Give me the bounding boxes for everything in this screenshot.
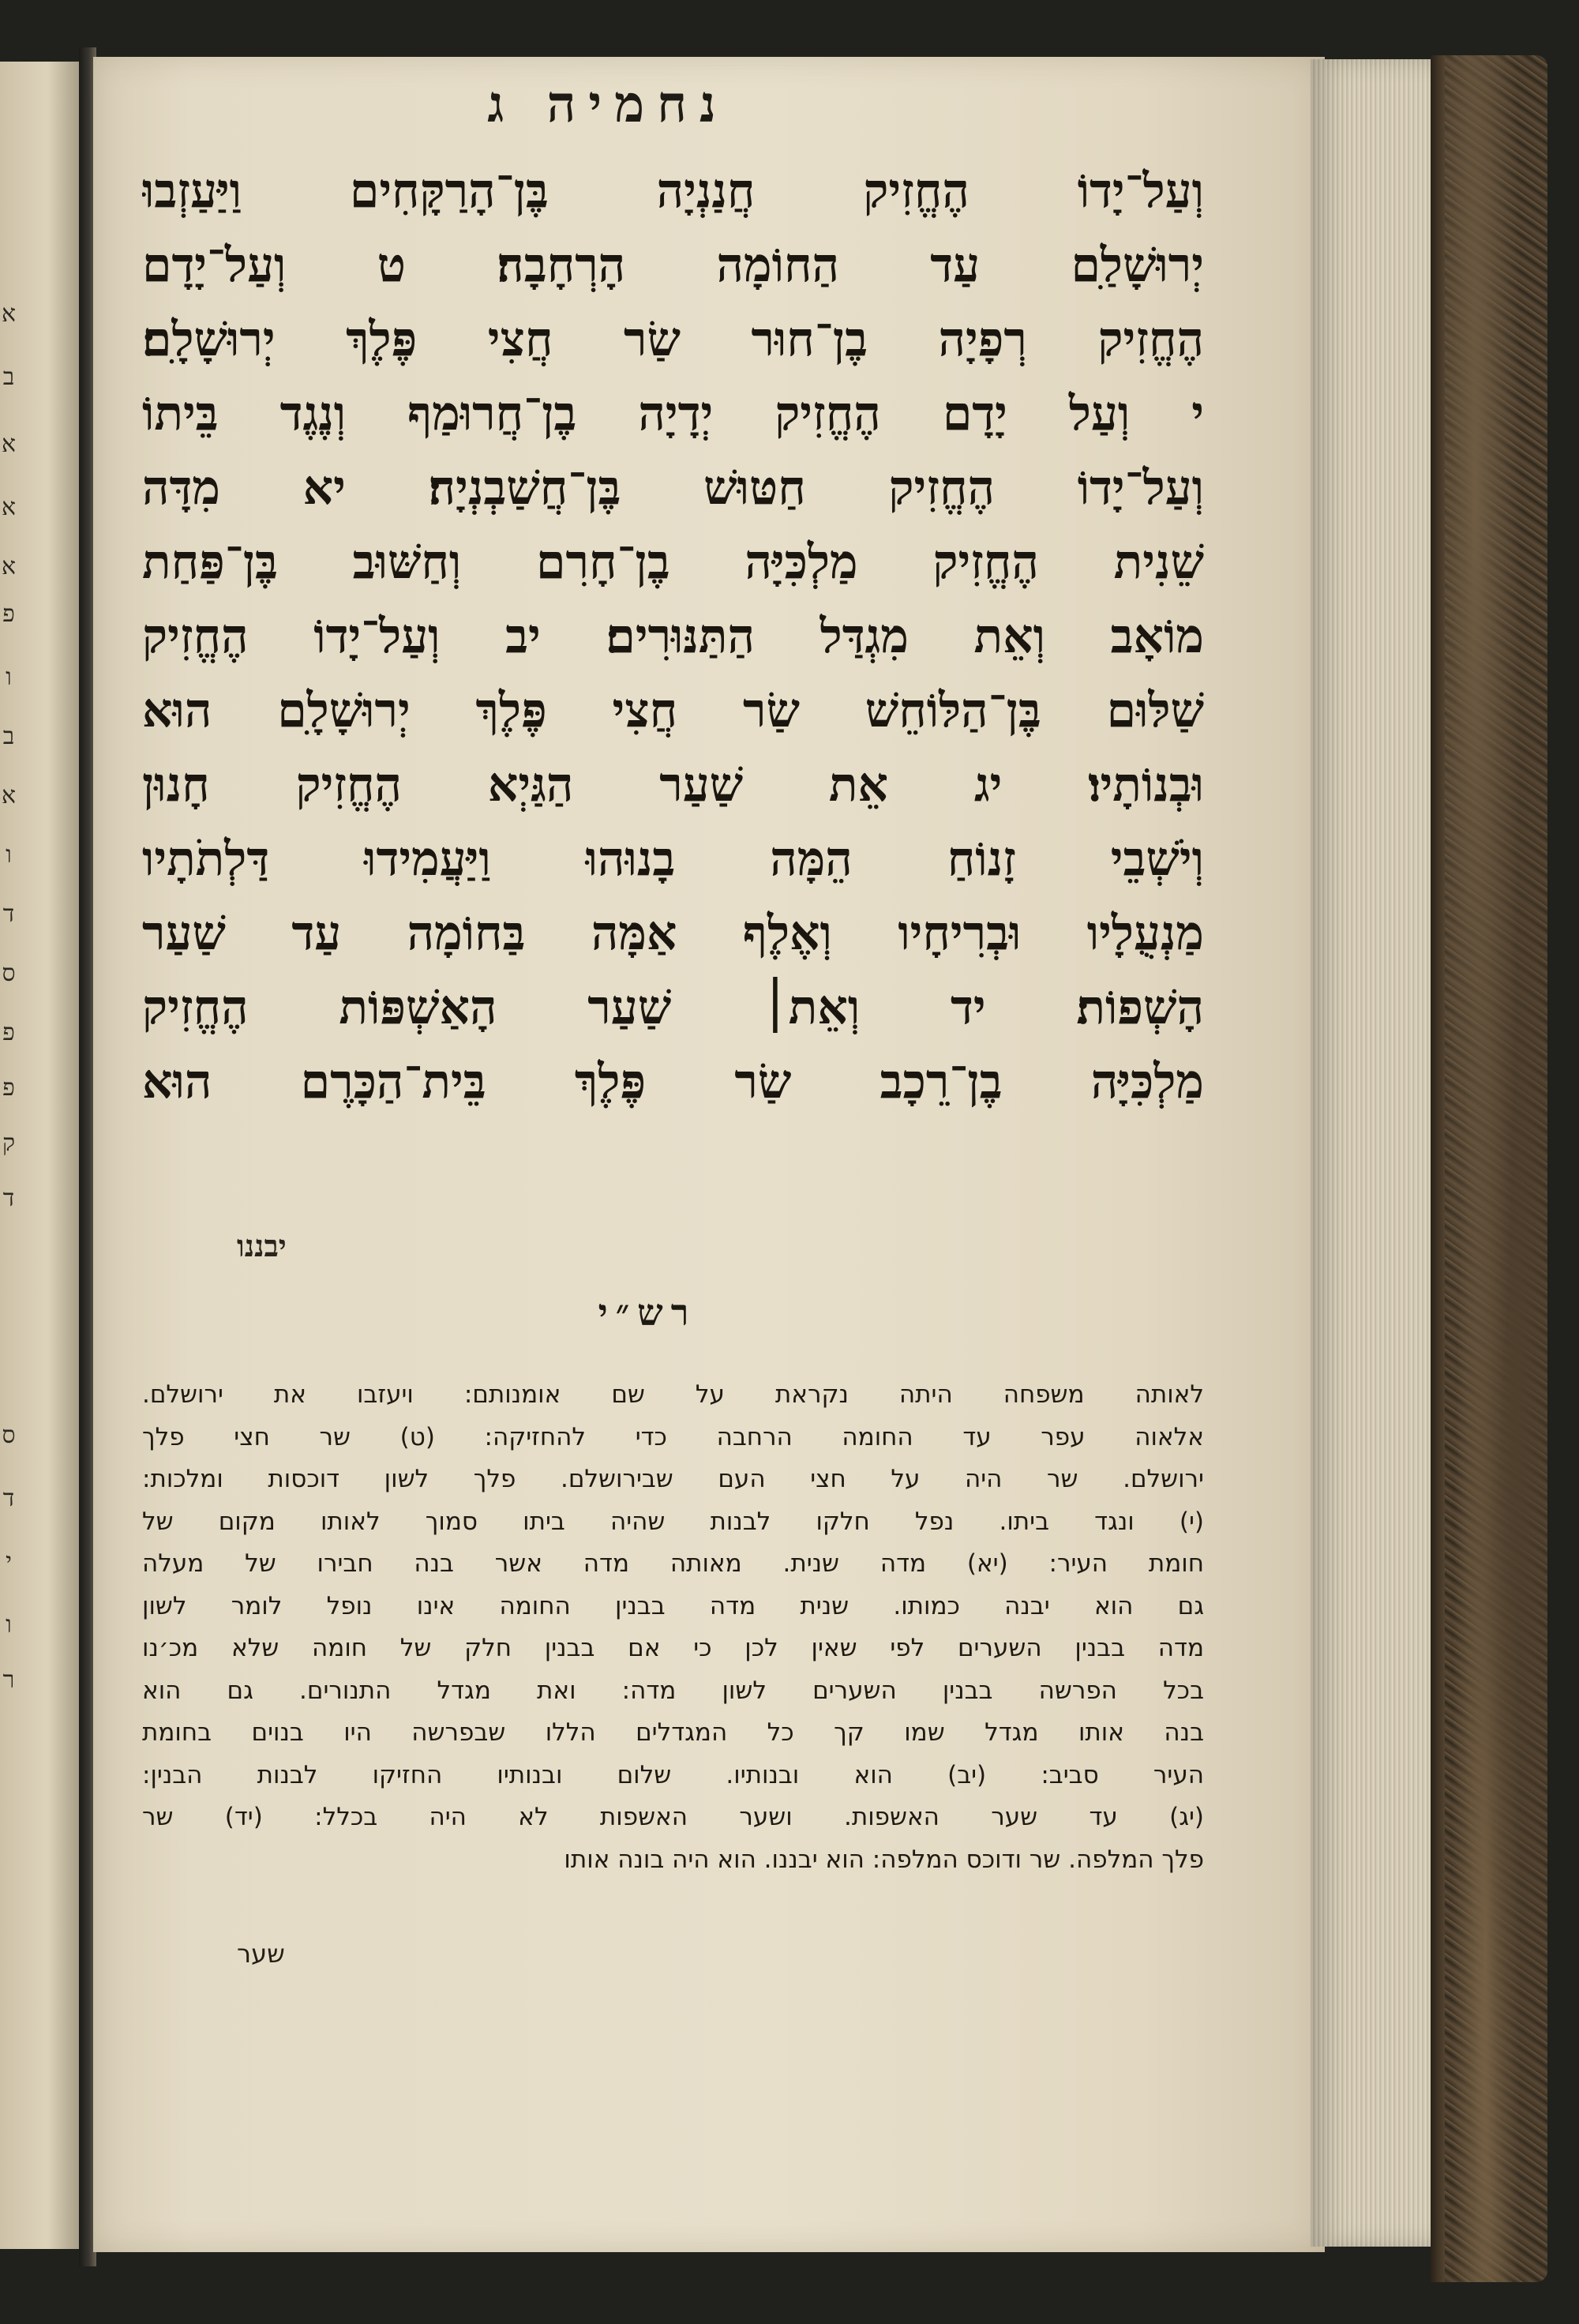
left-margin-letter: ב <box>2 363 15 391</box>
commentary-line: (יג) עד שער האשפות. ושער האשפות לא היה בכלל: (יד) שר <box>142 1803 1204 1831</box>
left-margin-letter: ו <box>6 663 12 691</box>
commentary-catchword: שער <box>237 1939 285 1969</box>
left-margin-letter: א <box>1 430 16 458</box>
left-margin-letter: ס <box>2 1421 16 1449</box>
commentary-line: (י) ונגד ביתו. נפל חלקו לבנות שהיה ביתו סמוך לאותו מקום של <box>142 1507 1204 1536</box>
left-margin-letter: ו <box>6 1611 12 1639</box>
left-margin-letter: ק <box>2 1129 16 1157</box>
main-text-line: שֵׁנִית הֶחֱזִיק מַלְכִּיָּה בֶן־חָרִם וְחַשּׁוּב בֶּן־פַּחַת <box>142 535 1204 590</box>
main-text-line: וְיֹשְׁבֵי זָנוֹחַ הֵמָּה בָנוּהוּ וַיַּעֲמִידוּ דַּלְתֹתָיו <box>142 832 1204 887</box>
left-margin-letter: ד <box>2 900 15 928</box>
commentary-line: ירושלם. שר היה על חצי העם שבירושלם. פלך לשון דוכסות ומלכות: <box>142 1465 1204 1493</box>
main-text-line: שַׁלּוּם בֶּן־הַלּוֹחֵשׁ שַׂר חֲצִי פֶּלֶךְ יְרוּשָׁלָ‍ִם הוּא <box>142 683 1204 738</box>
main-text-block <box>142 154 1204 1119</box>
marbled-cover-board <box>1445 55 1547 2282</box>
left-margin-letter: ד <box>2 1485 15 1512</box>
left-margin-letter: פ <box>2 1074 15 1102</box>
main-text-line: וּבְנוֹתָיו׃ יג אֵת שַׁעַר הַגַּיְא הֶחֱזִיק חָנוּן <box>142 757 1204 813</box>
main-text-line: הֶחֱזִיק רְפָיָה בֶן־חוּר שַׂר חֲצִי פֶּלֶךְ יְרוּשָׁלָ‍ִם׃ <box>142 312 1204 367</box>
left-margin-letter: א <box>1 300 16 328</box>
main-text-line: הָשְׁפוֹת׃ יד וְאֵת׀ שַׁעַר הָאַשְׁפּוֹת הֶחֱזִיק <box>142 980 1204 1035</box>
commentary-heading: רש״י <box>598 1291 697 1334</box>
left-margin-letter: ד <box>2 1185 15 1212</box>
main-text-line: וְעַל־יָדוֹ הֶחֱזִיק חֲנַנְיָה בֶּן־הָרַקָּחִים וַיַּעַזְבוּ <box>142 163 1204 219</box>
commentary-line: פלך המלפה. שר ודוכס המלפה: הוא יבננו. הוא היה בונה אותו <box>564 1845 1204 1874</box>
left-margin-letter: ב <box>2 723 15 750</box>
commentary-line: חומת העיר: (יא) מדה שנית. מאותה מדה אשר בנה חבירו של מעלה <box>142 1549 1204 1578</box>
commentary-line: העיר סביב: (יב) הוא ובנותיו. שלום ובנותיו החזיקו לבנות הבנין: <box>142 1760 1204 1789</box>
left-margin-letter: ס <box>2 959 16 987</box>
facing-page-left <box>0 62 79 2249</box>
commentary-line: לאותה משפחה היתה נקראת על שם אומנותם: ויעזבו את ירושלם. <box>142 1380 1204 1409</box>
commentary-line: גם הוא יבנה כמותו. שנית מדה בבנין החומה אינו נופל לומר לשון <box>142 1591 1204 1620</box>
left-margin-letter: א <box>1 553 16 580</box>
main-text-line: מַלְכִּיָּה בֶן־רֵכָב שַׂר פֶּלֶךְ בֵּית־הַכָּרֶם הוּא <box>142 1054 1204 1109</box>
left-margin-letter: ר <box>2 1666 15 1694</box>
commentary-line: מדה בבנין השערים לפי שאין לכן כי אם בבנין חלק של חומה שלא מכ׳נו <box>142 1634 1204 1662</box>
commentary-line: בנה אותו מגדל שמו קך כל המגדלים הללו שבפרשה היו בנוים בחומת <box>142 1718 1204 1747</box>
left-margin-letter: פ <box>2 600 15 628</box>
catchword: יבננו <box>237 1228 287 1263</box>
main-text-line: מַנְעֻלָיו וּבְרִיחָיו וְאֶלֶף אַמָּה בַּחוֹמָה עַד שַׁעַר <box>142 906 1204 961</box>
main-text-line: וְעַל־יָדוֹ הֶחֱזִיק חַטּוּשׁ בֶּן־חֲשַׁבְנְיָה׃ יא מִדָּה <box>142 460 1204 516</box>
running-head: נחמיה ג <box>487 75 729 134</box>
main-text-line: י וְעַל יָדָם הֶחֱזִיק יְדָיָה בֶן־חֲרוּמַף וְנֶגֶד בֵּיתוֹ <box>142 386 1204 441</box>
left-margin-letter: א <box>1 782 16 809</box>
main-text-line: מוֹאָב וְאֵת מִגְדַּל הַתַּנּוּרִים׃ יב וְעַל־יָדוֹ הֶחֱזִיק <box>142 609 1204 664</box>
main-text-line: יְרוּשָׁלַ‍ִם עַד הַחוֹמָה הָרְחָבָה׃ ט וְעַל־יָדָם <box>142 238 1204 293</box>
commentary-line: בכל הפרשה בבנין השערים לשון מדה: ואת מגדל התנורים. גם הוא <box>142 1676 1204 1705</box>
left-margin-letter: י <box>6 1548 12 1575</box>
commentary-block <box>142 1374 1204 1881</box>
left-margin-letter: פ <box>2 1019 15 1046</box>
left-margin-letter: א <box>1 494 16 521</box>
left-margin-letter: ו <box>6 841 12 869</box>
commentary-line: אלאוה עפר עד החומה הרחבה כדי להחזיקה: (ט) שר חצי פלך <box>142 1422 1204 1451</box>
